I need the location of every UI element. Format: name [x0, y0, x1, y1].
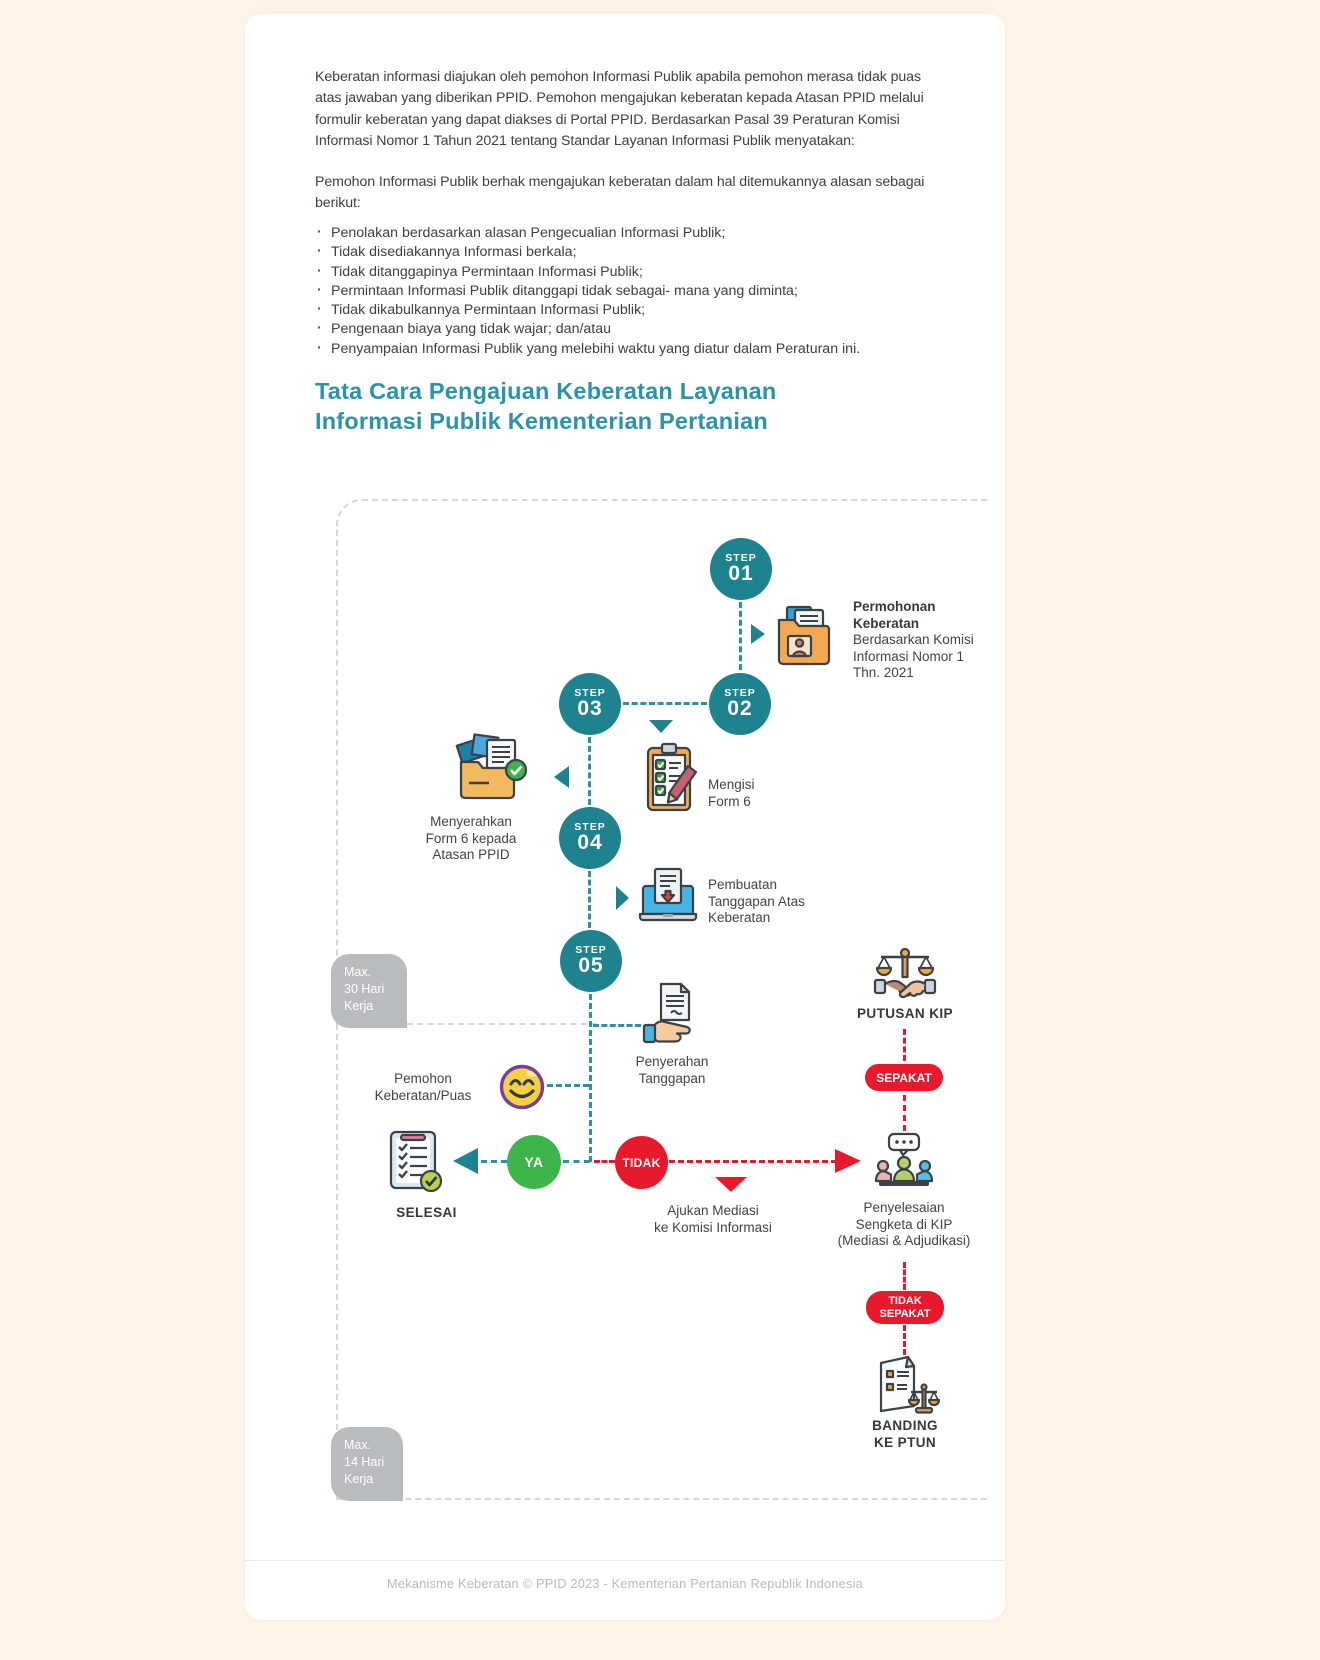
step-number: 02 [727, 697, 753, 720]
clipboard-form-icon [638, 742, 700, 816]
pemohon-label [358, 1071, 488, 1104]
badge-line: Max. [344, 1438, 372, 1452]
label-line: (Mediasi & Adjudikasi) [837, 1233, 971, 1248]
page-title-line2: Informasi Publik Kementerian Pertanian [315, 408, 768, 434]
label-line: Informasi Nomor 1 [853, 648, 965, 664]
label-line: Atasan PPID [432, 847, 510, 862]
intro-paragraph-1: Keberatan informasi diajukan oleh pemohon Informasi Publik apabila pemohon merasa tidak puas atas jawaban yang diberikan PPID. Pemohon mengajukan keberatan kepada Atasan PPID melalui formulir keberatan yang dapat diakses di Portal PPID. Berdasarkan Pasal 39 Peraturan Komisi Informasi Nomor 1 Tahun 2021 tentang Standar Layanan Informasi Publik menyatakan: [315, 69, 924, 149]
smiley-icon [498, 1063, 546, 1111]
putusan-kip-label: PUTUSAN KIP [857, 1006, 953, 1021]
banding-label [853, 1418, 957, 1451]
tidak-sepakat-pill [866, 1291, 944, 1324]
list-item: · Tidak dikabulkannya Permintaan Informasi Publik; [315, 301, 945, 320]
sepakat-pill: SEPAKAT [865, 1064, 943, 1091]
page-title [315, 376, 776, 436]
connector-tidaksepakat-banding [903, 1325, 906, 1355]
label-line: ke Komisi Informasi [654, 1219, 772, 1235]
arrow-right-red-icon [835, 1149, 861, 1173]
list-item: · Penolakan berdasarkan alasan Pengecualian Informasi Publik; [315, 224, 945, 243]
step-05-circle [560, 930, 622, 992]
label-line: Ajukan Mediasi [667, 1203, 759, 1218]
arrow-left-icon [453, 1148, 478, 1174]
list-item: · Tidak disediakannya Informasi berkala; [315, 243, 945, 262]
connector-tidak-left [594, 1160, 615, 1163]
label-line: Form 6 kepada [425, 830, 517, 846]
selesai-checklist-icon [388, 1129, 444, 1193]
step-label: STEP [725, 552, 757, 564]
putusan-scales-handshake-icon [873, 947, 937, 1005]
list-item: · Permintaan Informasi Publik ditanggapi tidak sebagai- mana yang diminta; [315, 282, 945, 301]
mengisi-label [708, 777, 755, 810]
list-item: · Tidak ditanggapinya Permintaan Informasi Publik; [315, 263, 945, 282]
step-label: STEP [724, 687, 756, 699]
label-line: Keberatan/Puas [374, 1087, 472, 1103]
pembuatan-label [708, 877, 805, 927]
connector-step5-decision [589, 994, 592, 1162]
step-01-circle [710, 538, 772, 600]
connector-smiley [547, 1084, 589, 1087]
step-label: STEP [574, 687, 606, 699]
connector-step2-step3 [623, 702, 707, 705]
connector-step1-step2 [739, 602, 742, 670]
label-line: Mengisi [708, 777, 755, 792]
label-line: Berdasarkan Komisi [853, 632, 974, 647]
connector-putusan-sepakat [903, 1029, 906, 1061]
step-number: 01 [728, 562, 754, 585]
step-label: STEP [574, 821, 606, 833]
footer-divider [245, 1560, 1005, 1561]
ajukan-mediasi-label [642, 1203, 784, 1236]
step-04-circle [559, 807, 621, 869]
selesai-label: SELESAI [396, 1205, 457, 1220]
connector-step3-step4 [588, 737, 591, 805]
label-line: Keberatan [708, 910, 771, 925]
badge-line: 14 Hari [344, 1455, 385, 1469]
badge-line: Kerja [344, 1472, 374, 1486]
folder-id-icon [775, 604, 833, 666]
max-14-days-badge [331, 1427, 403, 1501]
list-item: · Pengenaan biaya yang tidak wajar; dan/atau [315, 320, 945, 339]
label-line: Pembuatan [708, 877, 778, 892]
label-line: Tanggapan Atas [708, 893, 805, 909]
folder-submit-icon [453, 732, 533, 806]
mediation-meeting-icon [873, 1132, 935, 1194]
label-line: Sengketa di KIP [855, 1216, 953, 1232]
penyelesaian-label [828, 1200, 980, 1250]
label-line: Pemohon [394, 1071, 452, 1086]
pill-line: SEPAKAT [879, 1307, 931, 1320]
label-line: BANDING [872, 1418, 938, 1433]
label-line: Form 6 [708, 793, 751, 809]
connector-sepakat-penyelesaian [903, 1095, 906, 1131]
step-number: 03 [577, 697, 603, 720]
label-line: Permohonan [853, 599, 936, 614]
menyerahkan-label [417, 814, 525, 864]
penyerahan-label [620, 1054, 724, 1087]
connector-penyelesaian-tidaksepakat [903, 1262, 906, 1290]
arrow-down-icon [649, 720, 673, 733]
laptop-response-icon [638, 867, 698, 927]
arrow-down-red-icon [715, 1177, 747, 1192]
step-number: 05 [578, 954, 604, 977]
label-line: Penyelesaian [863, 1200, 945, 1215]
decision-ya: YA [507, 1135, 561, 1189]
badge-line: Max. [344, 965, 372, 979]
label-line: Thn. 2021 [853, 665, 914, 680]
step-label: STEP [575, 944, 607, 956]
step-03-circle [559, 673, 621, 735]
reason-list [315, 224, 945, 359]
permohonan-label [853, 599, 978, 682]
badge-line: Kerja [344, 999, 374, 1013]
arrow-left-icon [554, 766, 569, 788]
banding-document-scales-icon [867, 1354, 941, 1418]
label-line: Tanggapan [638, 1070, 706, 1086]
intro-paragraph-2: Pemohon Informasi Publik berhak mengajukan keberatan dalam hal ditemukannya alasan sebagai berikut: [315, 174, 925, 212]
max-30-days-badge [331, 954, 407, 1028]
pill-line: TIDAK [888, 1294, 922, 1307]
hand-document-icon [641, 982, 701, 1050]
connector-ya-left [481, 1160, 507, 1163]
region-divider-dashed-line [407, 1023, 597, 1025]
page-title-line1: Tata Cara Pengajuan Keberatan Layanan [315, 378, 777, 404]
arrow-right-icon [751, 624, 765, 644]
badge-line: 30 Hari [344, 982, 385, 996]
label-line: Keberatan [853, 615, 920, 631]
connector-step4-step5 [588, 871, 591, 928]
step-number: 04 [577, 831, 603, 854]
label-line: KE PTUN [873, 1434, 937, 1450]
list-item: · Penyampaian Informasi Publik yang melebihi waktu yang diatur dalam Peraturan ini. [315, 340, 945, 359]
page-card [245, 14, 1005, 1620]
decision-tidak: TIDAK [615, 1136, 668, 1189]
arrow-right-icon [616, 886, 629, 910]
step-02-circle [709, 673, 771, 735]
connector-tidak-right [669, 1160, 837, 1163]
connector-to-penyerahan [593, 1024, 641, 1027]
label-line: Menyerahkan [430, 814, 512, 829]
connector-ya-right [563, 1160, 590, 1163]
label-line: Penyerahan [635, 1054, 709, 1069]
footer-text: Mekanisme Keberatan © PPID 2023 - Kementerian Pertanian Republik Indonesia [387, 1576, 863, 1591]
